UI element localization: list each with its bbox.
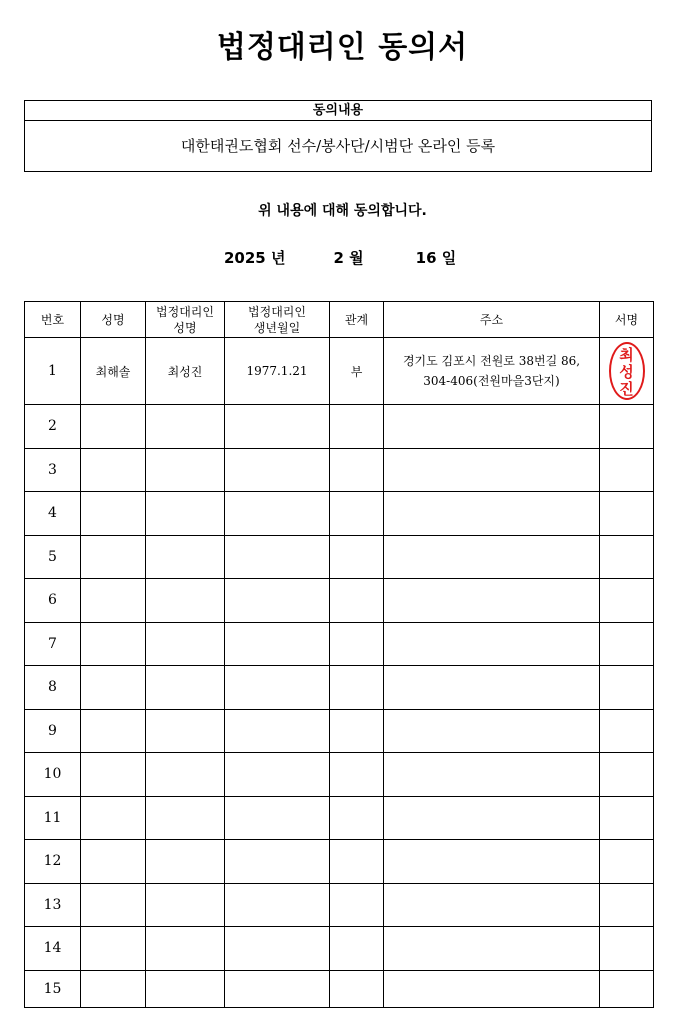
table-row [25,709,654,753]
cell-guardian-name[interactable] [146,927,225,971]
cell-guardian-name[interactable] [146,709,225,753]
cell-signature [600,338,654,405]
cell-guardian-name[interactable] [146,796,225,840]
cell-name[interactable] [81,927,146,971]
cell-name[interactable] [81,753,146,797]
table-row [25,883,654,927]
date-day-unit: 일 [441,249,457,267]
cell-no: 5 [25,535,81,579]
seal-char: 성 [619,363,634,381]
table-row [25,448,654,492]
cell-no: 14 [25,927,81,971]
cell-address[interactable] [384,492,600,536]
cell-guardian-birth[interactable] [225,970,330,1007]
cell-signature[interactable] [600,622,654,666]
document-title: 법정대리인 동의서 [216,30,469,65]
cell-no: 4 [25,492,81,536]
cell-signature[interactable] [600,753,654,797]
cell-signature[interactable] [600,535,654,579]
cell-guardian-birth[interactable] [225,666,330,710]
date-month: 2 [333,249,344,267]
cell-relation[interactable] [330,492,384,536]
header-guardian-birth [225,302,330,338]
cell-no: 12 [25,840,81,884]
cell-guardian-name[interactable] [146,492,225,536]
consent-box [24,100,652,172]
consent-content: 대한태권도협회 선수/봉사단/시범단 온라인 등록 [180,137,496,155]
cell-no: 10 [25,753,81,797]
table-row [25,405,654,449]
cell-relation[interactable] [330,753,384,797]
cell-no: 6 [25,579,81,623]
cell-guardian-name[interactable] [146,448,225,492]
cell-no: 11 [25,796,81,840]
cell-signature[interactable] [600,666,654,710]
cell-address[interactable] [384,927,600,971]
table-row [25,666,654,710]
table-row [25,492,654,536]
header-guardian-birth-line1: 법정대리인 [248,304,306,319]
cell-no: 9 [25,709,81,753]
cell-relation: 부 [330,338,384,405]
address-line2: 304-406(전원마을3단지) [423,374,560,388]
cell-guardian-birth[interactable] [225,622,330,666]
cell-signature[interactable] [600,579,654,623]
cell-signature[interactable] [600,927,654,971]
table-row [25,970,654,1007]
table-row [25,622,654,666]
cell-guardian-birth[interactable] [225,796,330,840]
cell-guardian-name[interactable] [146,579,225,623]
table-header-row [25,302,654,338]
cell-guardian-birth[interactable] [225,927,330,971]
signature-seal [609,342,645,400]
table-row [25,927,654,971]
cell-name[interactable] [81,535,146,579]
cell-name[interactable] [81,840,146,884]
header-no: 번호 [25,302,81,338]
cell-guardian-birth[interactable] [225,840,330,884]
cell-guardian-name[interactable] [146,883,225,927]
seal-char: 최 [619,346,634,364]
cell-relation[interactable] [330,666,384,710]
table-row [25,840,654,884]
cell-signature[interactable] [600,840,654,884]
cell-address[interactable] [384,970,600,1007]
cell-guardian-name[interactable] [146,535,225,579]
date-year-unit: 년 [270,249,286,267]
cell-address[interactable] [384,883,600,927]
cell-address[interactable] [384,840,600,884]
cell-name[interactable] [81,622,146,666]
cell-name[interactable] [81,666,146,710]
cell-relation[interactable] [330,796,384,840]
table-row [25,535,654,579]
cell-signature[interactable] [600,970,654,1007]
cell-guardian-name: 최성진 [146,338,225,405]
cell-no: 3 [25,448,81,492]
header-name: 성명 [81,302,146,338]
address-line1: 경기도 김포시 전원로 38번길 86, [402,354,581,368]
cell-guardian-name[interactable] [146,405,225,449]
consent-header: 동의내용 [25,101,651,121]
date-day: 16 [415,249,437,267]
cell-address[interactable] [384,622,600,666]
cell-signature[interactable] [600,448,654,492]
table-row [25,753,654,797]
cell-guardian-birth[interactable] [225,535,330,579]
cell-guardian-birth: 1977.1.21 [225,338,330,405]
date-line [224,247,456,268]
cell-relation[interactable] [330,970,384,1007]
cell-relation[interactable] [330,709,384,753]
cell-address[interactable] [384,753,600,797]
header-guardian-name-line1: 법정대리인 [156,304,214,319]
header-guardian-name [146,302,225,338]
header-relation: 관계 [330,302,384,338]
cell-guardian-name[interactable] [146,970,225,1007]
cell-signature[interactable] [600,796,654,840]
cell-relation[interactable] [330,840,384,884]
cell-guardian-name[interactable] [146,753,225,797]
cell-guardian-name[interactable] [146,840,225,884]
cell-relation[interactable] [330,927,384,971]
cell-name[interactable] [81,405,146,449]
cell-no: 1 [25,338,81,405]
cell-relation[interactable] [330,405,384,449]
table-row [25,579,654,623]
cell-address[interactable] [384,579,600,623]
cell-relation[interactable] [330,622,384,666]
guardian-table [24,301,654,1008]
cell-name[interactable] [81,579,146,623]
header-guardian-birth-line2: 생년월일 [253,320,301,335]
cell-guardian-birth[interactable] [225,448,330,492]
cell-guardian-birth[interactable] [225,492,330,536]
cell-signature[interactable] [600,492,654,536]
cell-address[interactable] [384,796,600,840]
header-signature: 서명 [600,302,654,338]
table-row [25,338,654,405]
cell-relation[interactable] [330,535,384,579]
cell-name: 최해솔 [81,338,146,405]
cell-relation[interactable] [330,883,384,927]
cell-relation[interactable] [330,448,384,492]
date-year: 2025 [224,249,266,267]
cell-name[interactable] [81,796,146,840]
cell-guardian-birth[interactable] [225,753,330,797]
cell-no: 2 [25,405,81,449]
date-month-unit: 월 [349,249,364,267]
cell-signature[interactable] [600,709,654,753]
cell-name[interactable] [81,883,146,927]
cell-guardian-birth[interactable] [225,579,330,623]
cell-guardian-birth[interactable] [225,709,330,753]
cell-no: 7 [25,622,81,666]
cell-signature[interactable] [600,883,654,927]
cell-address[interactable] [384,666,600,710]
header-guardian-name-line2: 성명 [173,320,197,335]
cell-signature[interactable] [600,405,654,449]
cell-no: 13 [25,883,81,927]
cell-address[interactable] [384,535,600,579]
cell-no: 8 [25,666,81,710]
cell-name[interactable] [81,709,146,753]
cell-guardian-name[interactable] [146,622,225,666]
cell-guardian-birth[interactable] [225,883,330,927]
table-row [25,796,654,840]
header-address: 주소 [384,302,600,338]
cell-relation[interactable] [330,579,384,623]
cell-guardian-birth[interactable] [225,405,330,449]
cell-address[interactable] [384,448,600,492]
cell-address [384,338,600,405]
cell-address[interactable] [384,709,600,753]
cell-guardian-name[interactable] [146,666,225,710]
seal-char: 진 [619,380,634,398]
cell-name[interactable] [81,492,146,536]
agreement-statement: 위 내용에 대해 동의합니다. [258,203,427,219]
cell-no: 15 [25,970,81,1007]
cell-name[interactable] [81,448,146,492]
cell-address[interactable] [384,405,600,449]
cell-name[interactable] [81,970,146,1007]
